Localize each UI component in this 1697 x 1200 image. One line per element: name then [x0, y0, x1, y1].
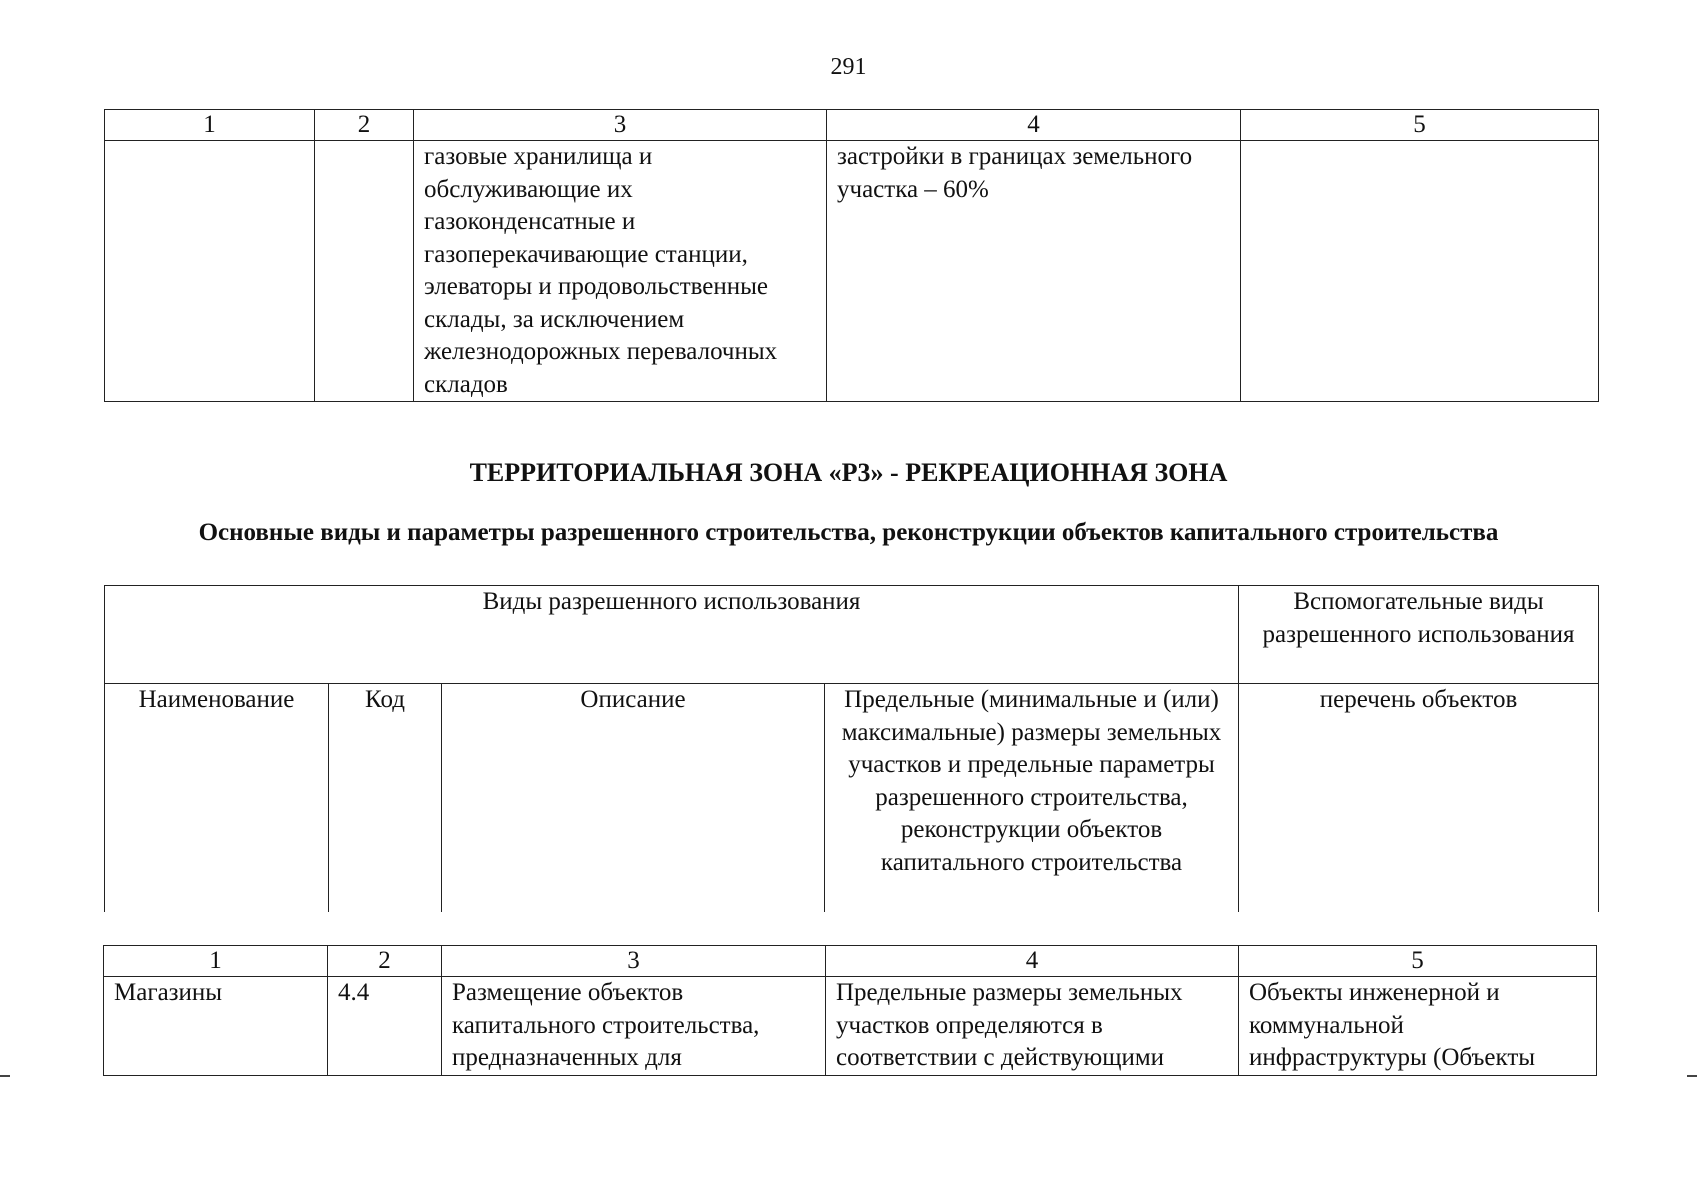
column-number: 1	[104, 946, 328, 977]
header-limits: Предельные (минимальные и (или) максимальные) размеры земельных участков и предельные параметры разрешенного строительства, реконструкции объектов капитального строительства	[825, 684, 1239, 912]
table-cell	[105, 141, 315, 402]
column-header-row	[105, 684, 1599, 912]
zone-title: ТЕРРИТОРИАЛЬНАЯ ЗОНА «Р3» - РЕКРЕАЦИОННАЯ ЗОНА	[469, 458, 1228, 487]
table-cell: застройки в границах земельного участка – 60%	[827, 141, 1241, 402]
header-description: Описание	[442, 684, 825, 912]
table-cell-object-list: Объекты инженерной и коммунальной инфраструктуры (Объекты	[1239, 977, 1597, 1076]
table-cell	[1241, 141, 1599, 402]
group-header-main-uses: Виды разрешенного использования	[105, 586, 1239, 684]
permitted-use-header-table	[104, 585, 1599, 912]
column-number: 3	[442, 946, 826, 977]
table-header-row	[105, 110, 1599, 141]
table-cell-limits: Предельные размеры земельных участков определяются в соответствии с действующими	[826, 977, 1239, 1076]
column-number: 2	[315, 110, 414, 141]
group-header-row	[105, 586, 1599, 684]
table-cell: газовые хранилища и обслуживающие их газоконденсатные и газоперекачивающие станции, элеваторы и продовольственные склады, за исключением железнодорожных перевалочных складов	[414, 141, 827, 402]
table-cell-code: 4.4	[328, 977, 442, 1076]
header-object-list: перечень объектов	[1239, 684, 1599, 912]
column-number: 4	[827, 110, 1241, 141]
scan-mark	[0, 1075, 10, 1077]
header-code: Код	[329, 684, 442, 912]
column-number: 5	[1239, 946, 1597, 977]
column-number: 3	[414, 110, 827, 141]
continuation-table	[104, 109, 1599, 402]
table-cell-description: Размещение объектов капитального строительства, предназначенных для	[442, 977, 826, 1076]
column-number: 4	[826, 946, 1239, 977]
table-cell-name: Магазины	[104, 977, 328, 1076]
column-number: 5	[1241, 110, 1599, 141]
table-cell	[315, 141, 414, 402]
table-row	[104, 977, 1597, 1076]
section-subtitle: Основные виды и параметры разрешенного строительства, реконструкции объектов капитального строительства	[198, 519, 1499, 546]
scan-mark	[1687, 1075, 1697, 1077]
group-header-auxiliary-uses: Вспомогательные виды разрешенного использования	[1239, 586, 1599, 684]
table-row	[105, 141, 1599, 402]
column-number: 1	[105, 110, 315, 141]
page-number: 291	[830, 54, 867, 80]
column-number: 2	[328, 946, 442, 977]
table-header-row	[104, 946, 1597, 977]
header-name: Наименование	[105, 684, 329, 912]
permitted-use-body-table	[103, 945, 1597, 1076]
